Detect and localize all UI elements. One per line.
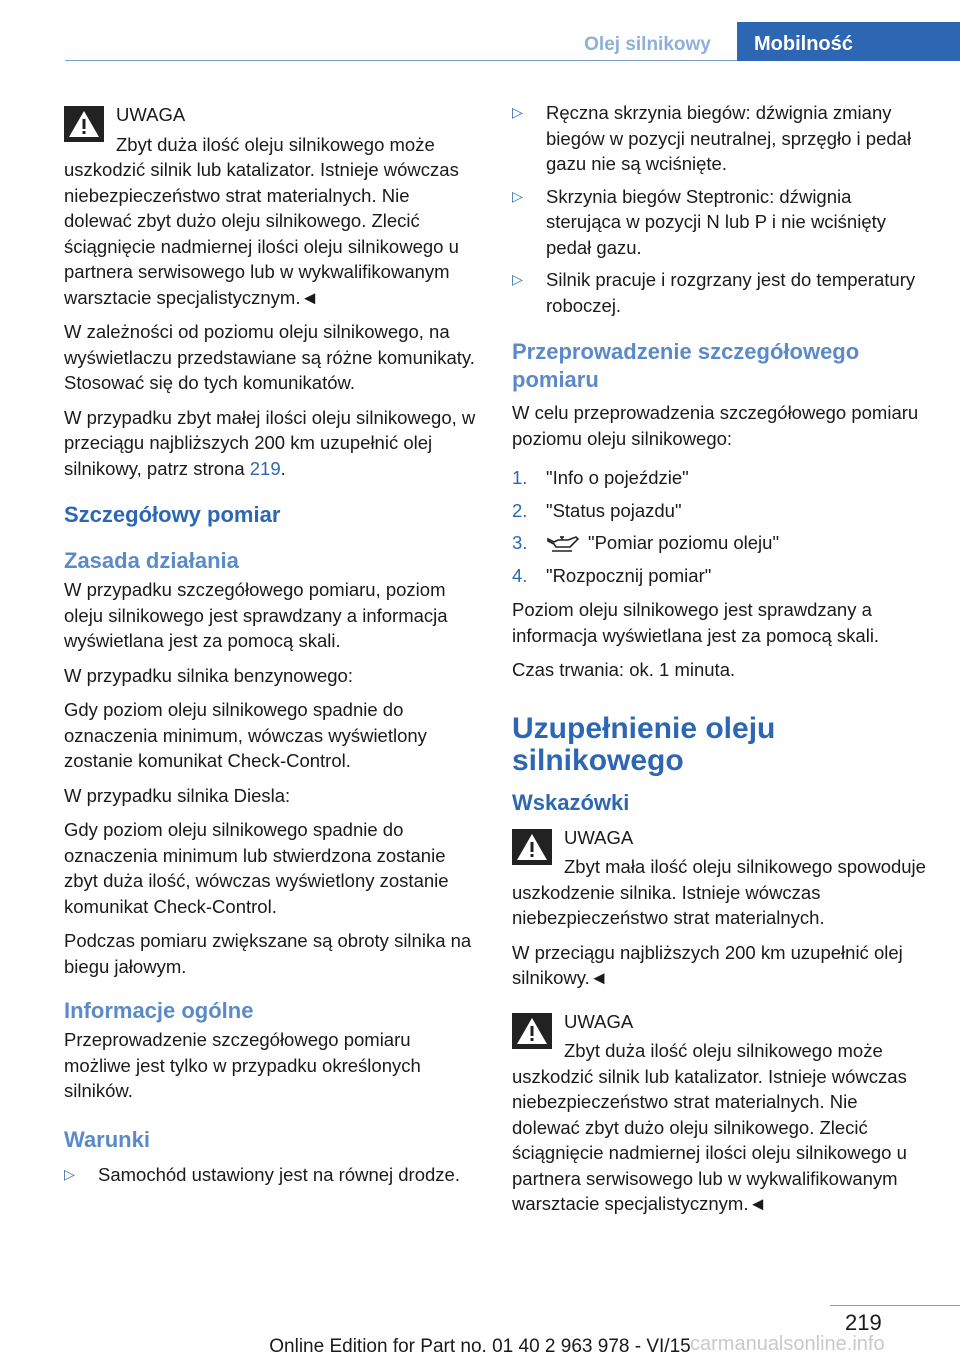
warning-title: UWAGA [564,826,634,848]
paragraph: Gdy poziom oleju silnikowego spadnie do oznaczenia minimum lub stwierdzona zostanie zbyt duża ilość, wówczas wyświetlony zostanie komunikat Check-Control. [64,819,449,917]
warning-text: W przeciągu najbliższych 200 km uzupełnić olej silnikowy.◄ [512,941,903,988]
paragraph: Przeprowadzenie szczegółowego pomiaru możliwe jest tylko w przypadku określonych silników. [64,1029,421,1101]
heading-perform-measurement: Przeprowadzenie szczegółowego pomiaru [512,339,860,392]
triangle-bullet-icon: ▷ [512,187,523,204]
step-number: 3. [512,532,528,553]
conditions-list [64,1162,479,1188]
step-item [512,465,927,491]
warning-box [512,1007,927,1217]
left-column [64,100,479,1196]
list-item-text: Ręczna skrzynia biegów: dźwignia zmiany biegów w pozycji neutralnej, sprzęgło i pedał gazu nie są wciśnięte. [546,102,912,174]
heading-notes: Wskazówki [512,789,630,815]
triangle-bullet-icon: ▷ [512,271,523,287]
warning-text: Zbyt duża ilość oleju silnikowego może uszkodzić silnik lub katalizator. Istnieje wówczas niebezpieczeństwo strat materialnych. Nie dolewać zbyt dużo oleju silnikowego. Zlecić ściągnięcie nadmiernej ilości oleju silnikowego u partnera serwisowego lub w wykwalifikowanym warsztacie specjalistycznym.◄ [64,133,459,308]
step-number: 2. [512,499,528,521]
paragraph: Podczas pomiaru zwiększane są obroty silnika na biegu jałowym. [64,930,472,977]
step-text: "Pomiar poziomu oleju" [588,532,780,553]
steps-list [512,465,927,588]
footer-edition: Online Edition for Part no. 01 40 2 963 978 - VI/15 [269,1336,691,1357]
page-link[interactable]: 219 [249,457,281,479]
warning-icon [64,106,104,142]
right-column [512,100,927,1226]
conditions-list-continued [512,100,927,318]
header-section-title: Olej silnikowy [584,34,711,55]
triangle-bullet-icon: ▷ [64,1165,75,1182]
paragraph: W przypadku silnika benzynowego: [64,664,353,686]
warning-title: UWAGA [564,1010,634,1032]
warning-icon [512,829,552,865]
step-text: "Rozpocznij pomiar" [546,564,712,586]
warning-box [512,823,927,931]
paragraph: W przypadku silnika Diesla: [64,784,291,806]
list-item [512,100,927,177]
paragraph-with-link [64,405,479,482]
step-number: 1. [512,467,528,488]
list-item-text: Silnik pracuje i rozgrzany jest do temperatury roboczej. [546,269,916,316]
paragraph: W zależności od poziomu oleju silnikowego, na wyświetlaczu przedstawiane są różne komunikaty. Stosować się do tych komunikatów. [64,321,475,393]
warning-text: Zbyt duża ilość oleju silnikowego może uszkodzić silnik lub katalizator. Istnieje wówczas niebezpieczeństwo strat materialnych. Nie dolewać zbyt dużo oleju silnikowego. Zlecić ściągnięcie nadmiernej ilości oleju silnikowego u partnera serwisowego lub w wykwalifikowanym warsztacie specjalistycznym.◄ [512,1040,907,1214]
paragraph-end: . [280,457,286,479]
step-text: "Status pojazdu" [546,499,682,521]
step-item [512,530,927,556]
warning-icon [512,1013,552,1049]
oil-can-icon [546,535,580,553]
triangle-bullet-icon: ▷ [512,104,523,120]
paragraph: Gdy poziom oleju silnikowego spadnie do oznaczenia minimum, wówczas wyświetlony zostanie komunikat Check-Control. [64,699,427,771]
page-number: 219 [845,1310,882,1335]
page-number-rule [830,1305,960,1306]
paragraph: Poziom oleju silnikowego jest sprawdzany a informacja wyświetlana jest za pomocą skali. [512,599,880,646]
watermark: carmanualsonline.info [690,1333,885,1355]
heading-conditions: Warunki [64,1126,150,1152]
paragraph: W celu przeprowadzenia szczegółowego pomiaru poziomu oleju silnikowego: [512,402,919,449]
heading-general-info: Informacje ogólne [64,998,254,1023]
list-item-text: Skrzynia biegów Steptronic: dźwignia sterująca w pozycji N lub P i nie wciśnięty pedał gazu. [546,185,886,258]
header-chapter-tab: Mobilność [737,22,960,61]
paragraph: Czas trwania: ok. 1 minuta. [512,659,736,680]
heading-principle: Zasada działania [64,548,239,573]
step-text: "Info o pojeździe" [546,467,689,488]
heading-refill-oil: Uzupełnienie oleju silnikowego [512,711,776,777]
paragraph-text: W przypadku zbyt małej ilości oleju silnikowego, w przeciągu najbliższych 200 km uzupełnić olej silnikowy, patrz strona [64,406,476,479]
warning-text: Zbyt mała ilość oleju silnikowego spowoduje uszkodzenie silnika. Istnieje wówczas niebezpieczeństwo strat materialnych. [512,856,926,928]
step-number: 4. [512,564,528,586]
list-item [512,184,927,261]
paragraph: W przypadku szczegółowego pomiaru, poziom oleju silnikowego jest sprawdzany a informacja wyświetlana jest za pomocą skali. [64,579,448,651]
list-item-text: Samochód ustawiony jest na równej drodze. [98,1163,460,1185]
warning-title: UWAGA [116,104,186,125]
list-item [64,1162,479,1188]
step-item [512,563,927,589]
step-item [512,498,927,524]
heading-detailed-measurement: Szczegółowy pomiar [64,502,281,527]
list-item [512,267,927,318]
warning-box [64,100,479,310]
